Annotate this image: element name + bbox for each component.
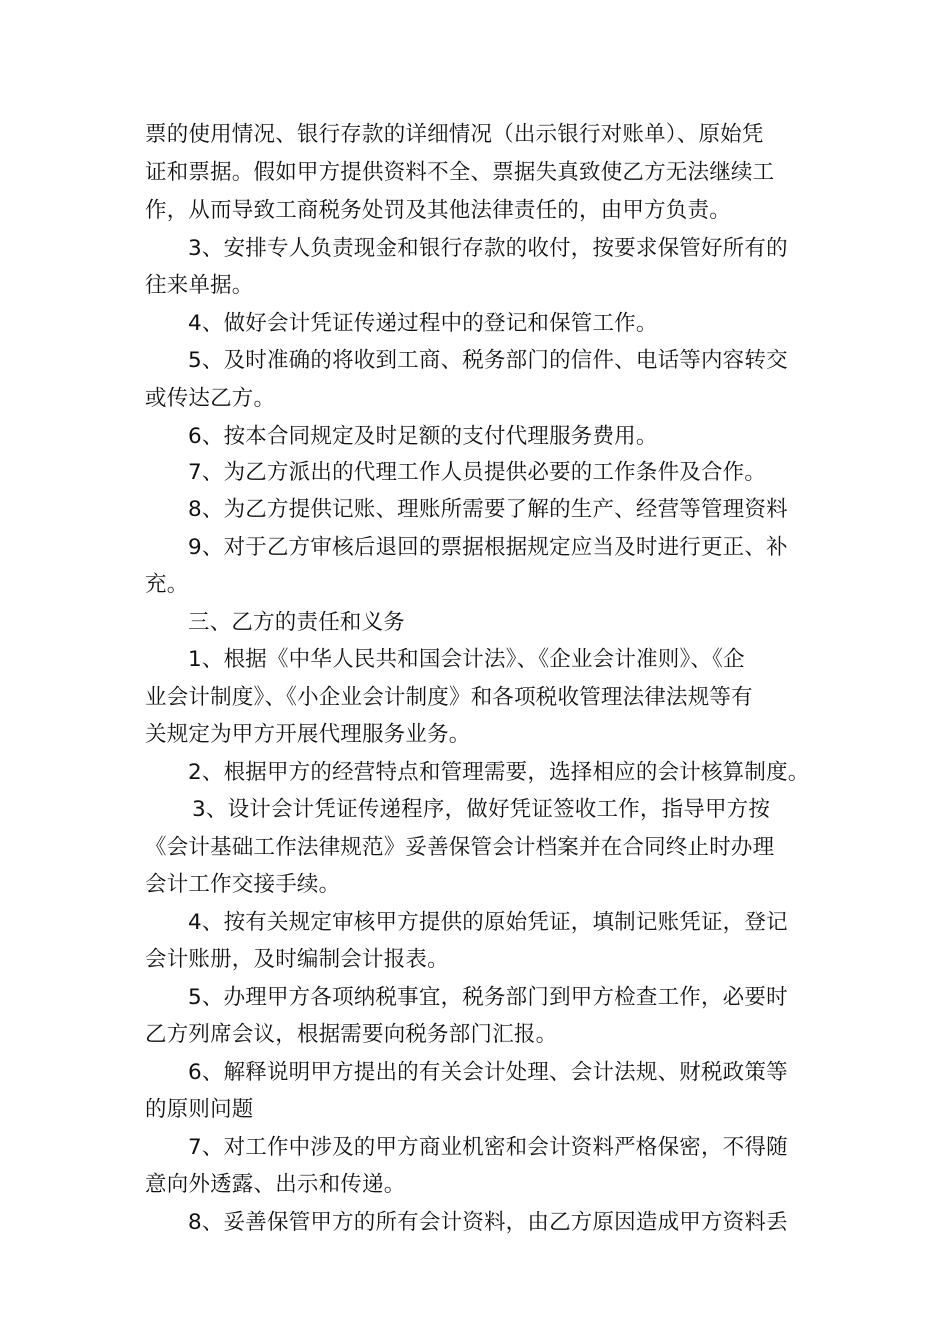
text-line: 3、安排专人负责现金和银行存款的收付，按要求保管好所有的 [188,236,788,261]
text-line: 乙方列席会议，根据需要向税务部门汇报。 [145,1022,558,1047]
text-line: 1、根据《中华人民共和国会计法》、《企业会计准则》、《企 [188,647,745,672]
text-line: 或传达乙方。 [145,386,276,411]
text-line: 2、根据甲方的经营特点和管理需要，选择相应的会计核算制度。 [188,760,810,785]
text-line: 业会计制度》、《小企业会计制度》和各项税收管理法律法规等有 [145,685,753,710]
text-line: 8、妥善保管甲方的所有会计资料，由乙方原因造成甲方资料丢 [188,1210,788,1235]
text-line: 往来单据。 [145,273,254,298]
text-line: 意向外透露、出示和传递。 [145,1172,406,1197]
text-line: 票的使用情况、银行存款的详细情况（出示银行对账单）、原始凭 [145,122,764,147]
text-line: 《会计基础工作法律规范》妥善保管会计档案并在合同终止时办理 [145,835,775,860]
text-line: 3、设计会计凭证传递程序，做好凭证签收工作，指导甲方按 [192,797,771,822]
text-line: 关规定为甲方开展代理服务业务。 [145,722,471,747]
text-line: 证和票据。假如甲方提供资料不全、票据失真致使乙方无法继续工 [145,160,775,185]
text-line: 6、按本合同规定及时足额的支付代理服务费用。 [188,424,658,449]
text-line: 会计账册，及时编制会计报表。 [145,947,449,972]
text-line: 7、为乙方派出的代理工作人员提供必要的工作条件及合作。 [188,460,767,485]
text-line: 充。 [145,572,189,597]
text-line: 8、为乙方提供记账、理账所需要了解的生产、经营等管理资料 [188,497,788,522]
text-line: 作，从而导致工商税务处罚及其他法律责任的，由甲方负责。 [145,198,731,223]
text-line: 7、对工作中涉及的甲方商业机密和会计资料严格保密，不得随 [188,1135,788,1160]
text-line: 6、解释说明甲方提出的有关会计处理、会计法规、财税政策等 [188,1060,788,1085]
text-line: 的原则问题 [145,1097,254,1122]
text-line: 会计工作交接手续。 [145,872,341,897]
text-line: 4、按有关规定审核甲方提供的原始凭证，填制记账凭证，登记 [188,910,788,935]
text-line: 9、对于乙方审核后退回的票据根据规定应当及时进行更正、补 [188,535,788,560]
text-line: 5、办理甲方各项纳税事宜，税务部门到甲方检查工作，必要时 [188,985,788,1010]
text-line: 4、做好会计凭证传递过程中的登记和保管工作。 [188,311,658,336]
text-line: 5、及时准确的将收到工商、税务部门的信件、电话等内容转交 [188,348,788,373]
section-heading: 三、乙方的责任和义务 [188,610,406,635]
